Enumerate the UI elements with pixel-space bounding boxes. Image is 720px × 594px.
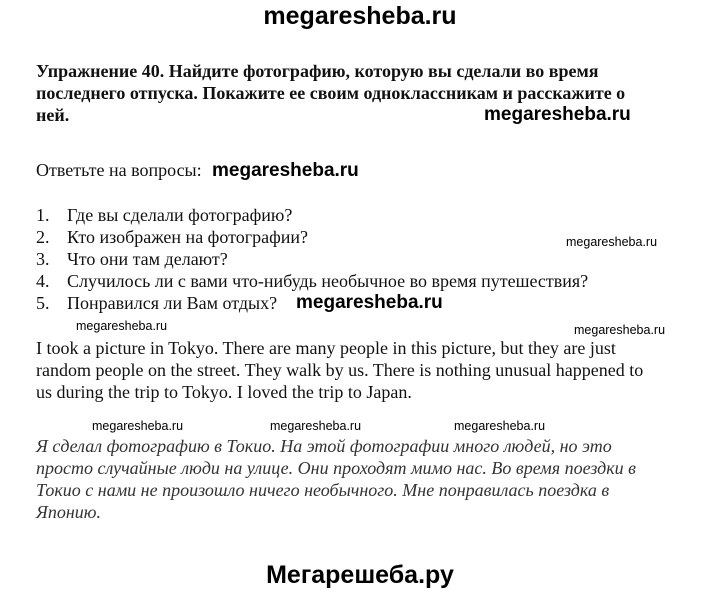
answer-ru-line: просто случайные люди на улице. Они проходят мимо нас. Во время поездки в	[36, 458, 636, 478]
question-number: 5.	[36, 293, 50, 313]
question-text: Что они там делают?	[67, 249, 228, 269]
watermark-small: megaresheba.ru	[92, 419, 184, 433]
site-header-watermark: megaresheba.ru	[263, 2, 457, 30]
answer-en-line: random people on the street. They walk by us. There is nothing unusual happened to	[36, 360, 644, 380]
question-text: Кто изображен на фотографии?	[67, 227, 309, 247]
task-line-3: ней.	[36, 105, 70, 125]
task-line-1: Упражнение 40. Найдите фотографию, которую вы сделали во время	[36, 61, 599, 81]
question-text: Где вы сделали фотографию?	[67, 205, 293, 225]
task-line-2: последнего отпуска. Покажите ее своим одноклассникам и расскажите о	[36, 83, 626, 103]
watermark-big: megaresheba.ru	[484, 104, 631, 125]
answer-en-line: I took a picture in Tokyo. There are many people in this picture, but they are just	[36, 338, 616, 358]
watermark-small: megaresheba.ru	[270, 419, 362, 433]
watermark-big: megaresheba.ru	[296, 292, 443, 313]
watermark-small: megaresheba.ru	[574, 323, 666, 337]
question-number: 3.	[36, 249, 50, 269]
question-number: 1.	[36, 205, 50, 225]
watermark-small: megaresheba.ru	[566, 235, 658, 249]
answer-ru-line: Токио с нами не произошло ничего необычного. Мне понравилась поездка в	[36, 480, 610, 500]
question-text: Случилось ли с вами что-нибудь необычное во время путешествия?	[67, 271, 589, 291]
question-number: 4.	[36, 271, 50, 291]
watermark-small: megaresheba.ru	[454, 419, 546, 433]
watermark-small: megaresheba.ru	[76, 319, 168, 333]
question-text: Понравился ли Вам отдых?	[67, 293, 278, 313]
footer-brand: Мегарешеба.ру	[266, 561, 454, 589]
answer-ru-line: Японию.	[36, 502, 101, 522]
questions-prompt: Ответьте на вопросы:	[36, 160, 202, 180]
answer-en-line: us during the trip to Tokyo. I loved the trip to Japan.	[36, 382, 412, 402]
question-number: 2.	[36, 227, 50, 247]
watermark-big: megaresheba.ru	[212, 160, 359, 181]
answer-ru-line: Я сделал фотографию в Токио. На этой фотографии много людей, но это	[36, 436, 612, 456]
